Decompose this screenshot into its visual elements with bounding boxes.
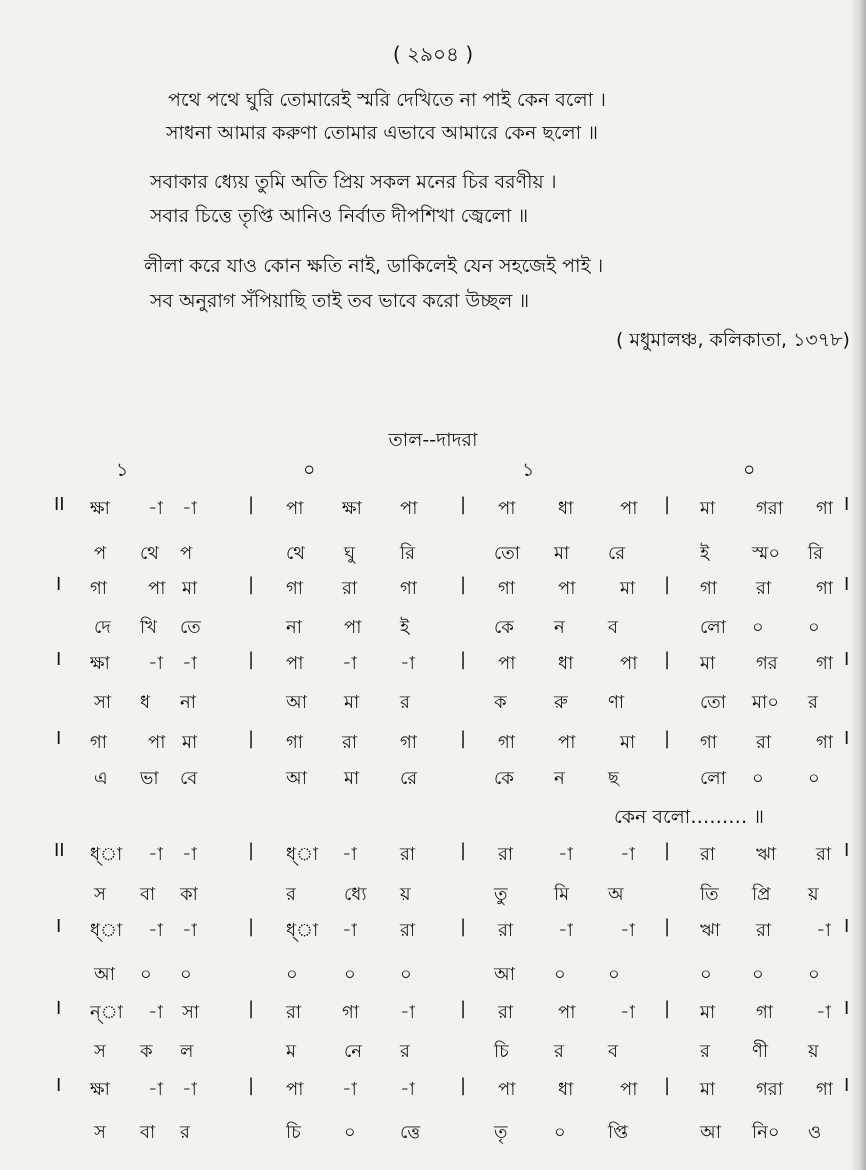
lyric-row	[0, 960, 866, 996]
lyric-syllable: ০	[808, 964, 820, 985]
swara-note: ধা	[558, 653, 574, 674]
swara-note: -া	[148, 653, 163, 674]
lyric-syllable: খি	[140, 617, 157, 638]
swara-note: ঋা	[756, 844, 777, 865]
swara-note: পা	[498, 653, 516, 674]
lyric-syllable: বে	[180, 768, 198, 789]
lyric-syllable: র	[400, 692, 410, 713]
swara-note: -া	[342, 920, 357, 941]
swara-note: গা	[400, 732, 418, 753]
swara-note: ক্ষা	[90, 653, 110, 674]
lyric-syllable: লো	[700, 768, 726, 789]
lyric-syllable: য়	[400, 884, 411, 905]
start-barline: I	[56, 574, 62, 595]
lyric-syllable: ত্তে	[400, 1122, 421, 1143]
lyric-row	[0, 688, 866, 724]
swara-note: মা	[700, 1079, 716, 1100]
lyric-syllable: ০	[344, 1122, 356, 1143]
beat-mark-4: ০	[743, 459, 756, 481]
poem-line-1: পথে পথে ঘুরি তোমারেই স্মরি দেখিতে না পাই কেন বলো ।	[168, 89, 606, 111]
swara-note: সা	[182, 1002, 200, 1023]
lyric-syllable: নি০	[752, 1122, 780, 1143]
vibhag-separator: |	[460, 840, 467, 861]
lyric-syllable: রু	[554, 692, 568, 713]
lyric-row	[0, 613, 866, 649]
swara-note: পা	[148, 732, 166, 753]
swara-note: রা	[498, 1002, 514, 1023]
lyric-syllable: রি	[808, 543, 824, 564]
vibhag-separator: |	[460, 649, 467, 670]
lyric-syllable: প	[180, 543, 193, 564]
swara-note: রা	[342, 732, 358, 753]
lyric-syllable: ম	[286, 1041, 296, 1062]
lyric-syllable: মা	[344, 768, 360, 789]
swara-note: গা	[816, 1079, 834, 1100]
lyric-syllable: তু	[494, 884, 508, 905]
vibhag-separator: |	[664, 1075, 671, 1096]
lyric-syllable: পা	[344, 617, 362, 638]
lyric-syllable: ০	[554, 1122, 566, 1143]
swara-note: গা	[498, 578, 516, 599]
swara-note: গা	[286, 578, 304, 599]
swara-note: পা	[286, 653, 304, 674]
lyric-syllable: ০	[700, 964, 712, 985]
swara-note: রা	[756, 578, 772, 599]
swara-note: পা	[286, 1079, 304, 1100]
vibhag-separator: |	[460, 728, 467, 749]
start-barline: I	[56, 728, 62, 749]
swara-note: -া	[148, 498, 163, 519]
beat-mark-1: ১	[116, 459, 129, 481]
swara-note: -া	[182, 653, 197, 674]
lyric-syllable: ০	[752, 768, 764, 789]
vibhag-separator: |	[664, 494, 671, 515]
swara-note: -া	[620, 844, 635, 865]
lyric-syllable: ০	[140, 964, 152, 985]
swara-note: -া	[816, 920, 831, 941]
swara-note: গর	[756, 653, 778, 674]
lyric-syllable: সা	[94, 692, 112, 713]
swara-note: -া	[182, 844, 197, 865]
lyric-syllable: ন	[554, 617, 565, 638]
swara-note: ক্ষা	[90, 1079, 110, 1100]
swara-note: গা	[400, 578, 418, 599]
vibhag-separator: |	[664, 574, 671, 595]
swara-note: -া	[182, 920, 197, 941]
vibhag-separator: |	[460, 916, 467, 937]
lyric-syllable: এ	[94, 768, 108, 789]
lyric-syllable: আ	[494, 964, 515, 985]
end-barline: I	[844, 998, 850, 1019]
lyric-syllable: প্রি	[752, 884, 771, 905]
swara-note: রা	[816, 844, 832, 865]
swara-note: গা	[700, 732, 718, 753]
start-barline: I	[56, 1075, 62, 1096]
swara-note: রা	[700, 844, 716, 865]
swara-row	[0, 728, 866, 764]
end-barline: I	[844, 728, 850, 749]
swara-note: মা	[620, 578, 636, 599]
source-citation: ( মধুমালঞ্চ, কলিকাতা, ১৩৭৮)	[616, 329, 850, 351]
swara-note: পা	[400, 498, 418, 519]
swara-row	[0, 1075, 866, 1111]
lyric-syllable: ০	[554, 964, 566, 985]
lyric-syllable: তে	[180, 617, 201, 638]
start-barline: II	[54, 494, 65, 515]
vibhag-separator: |	[460, 494, 467, 515]
swara-note: রা	[756, 732, 772, 753]
swara-note: -া	[620, 1002, 635, 1023]
lyric-syllable: স্ম০	[752, 543, 781, 564]
lyric-syllable: ধ্যে	[344, 884, 367, 905]
lyric-syllable: না	[286, 617, 302, 638]
vibhag-separator: |	[248, 998, 255, 1019]
lyric-syllable: ক	[140, 1041, 153, 1062]
lyric-syllable: তো	[494, 543, 521, 564]
vibhag-separator: |	[248, 728, 255, 749]
swara-note: -া	[558, 920, 573, 941]
swara-note: পা	[558, 1002, 576, 1023]
swara-note: পা	[558, 578, 576, 599]
swara-note: পা	[498, 1079, 516, 1100]
lyric-syllable: আ	[94, 964, 115, 985]
lyric-syllable: ০	[400, 964, 412, 985]
swara-note: মা	[620, 732, 636, 753]
swara-note: মা	[182, 578, 198, 599]
swara-row	[0, 998, 866, 1034]
swara-note: গরা	[756, 498, 783, 519]
swara-note: গা	[816, 578, 834, 599]
lyric-syllable: ০	[752, 964, 764, 985]
swara-note: ধ্া	[90, 920, 123, 941]
swara-note: পা	[498, 498, 516, 519]
swara-note: -া	[342, 653, 357, 674]
swara-note: মা	[182, 732, 198, 753]
lyric-syllable: লো	[700, 617, 726, 638]
swara-note: রা	[756, 920, 772, 941]
lyric-syllable: চি	[494, 1041, 509, 1062]
lyric-syllable: চি	[286, 1122, 301, 1143]
swara-note: রা	[498, 920, 514, 941]
lyric-syllable: ০	[808, 617, 820, 638]
lyric-syllable: বা	[140, 1122, 156, 1143]
lyric-syllable: প	[94, 543, 107, 564]
swara-row	[0, 494, 866, 530]
vibhag-separator: |	[664, 728, 671, 749]
start-barline: I	[56, 916, 62, 937]
lyric-syllable: আ	[286, 692, 307, 713]
swara-row	[0, 649, 866, 685]
swara-note: রা	[342, 578, 358, 599]
swara-note: -া	[620, 920, 635, 941]
lyric-syllable: প্তি	[608, 1122, 628, 1143]
lyric-syllable: কে	[494, 617, 514, 638]
poem-line-4: সবার চিত্তে তৃপ্তি আনিও নির্বাত দীপশিখা জ্বেলো ॥	[150, 205, 529, 227]
swara-note: -া	[148, 844, 163, 865]
swara-note: পা	[620, 498, 638, 519]
beat-mark-2: ০	[303, 459, 316, 481]
lyric-row	[0, 1037, 866, 1073]
lyric-syllable: রি	[400, 543, 416, 564]
lyric-syllable: তো	[700, 692, 727, 713]
swara-note: গা	[90, 578, 108, 599]
swara-note: রা	[498, 844, 514, 865]
vibhag-separator: |	[664, 840, 671, 861]
swara-note: ধ্া	[90, 844, 123, 865]
end-barline: I	[844, 916, 850, 937]
lyric-syllable: ল	[180, 1041, 194, 1062]
swara-note: -া	[148, 920, 163, 941]
poem-line-6: সব অনুরাগ সঁপিয়াছি তাই তব ভাবে করো উচ্ছল ॥	[150, 290, 530, 312]
lyric-syllable: মা	[554, 543, 570, 564]
lyric-syllable: ব	[608, 1041, 619, 1062]
swara-note: ধ্া	[286, 920, 319, 941]
vibhag-separator: |	[664, 916, 671, 937]
swara-note: পা	[558, 732, 576, 753]
swara-note: পা	[286, 498, 304, 519]
lyric-syllable: র	[286, 884, 296, 905]
lyric-syllable: র	[700, 1041, 710, 1062]
lyric-syllable: ধ	[140, 692, 151, 713]
lyric-syllable: তি	[700, 884, 719, 905]
swara-note: রা	[400, 920, 416, 941]
swara-row	[0, 916, 866, 952]
swara-note: ধা	[558, 498, 574, 519]
lyric-syllable: রে	[400, 768, 418, 789]
lyric-syllable: র	[554, 1041, 564, 1062]
beat-mark-3: ১	[522, 459, 535, 481]
swara-note: ক্ষা	[90, 498, 110, 519]
swara-note: -া	[400, 1079, 415, 1100]
refrain-cue: কেন বলো……… ॥	[614, 806, 765, 828]
swara-note: রা	[400, 844, 416, 865]
lyric-syllable: ০	[808, 768, 820, 789]
swara-row	[0, 840, 866, 876]
lyric-syllable: থে	[140, 543, 159, 564]
vibhag-separator: |	[248, 1075, 255, 1096]
swara-note: -া	[816, 1002, 831, 1023]
swara-note: গা	[816, 653, 834, 674]
lyric-syllable: মি	[554, 884, 570, 905]
page-number: ( ২৯০৪ )	[392, 42, 474, 66]
lyric-syllable: ০	[608, 964, 620, 985]
swara-note: পা	[620, 653, 638, 674]
swara-note: রা	[286, 1002, 302, 1023]
swara-note: -া	[148, 1002, 163, 1023]
lyric-row	[0, 764, 866, 800]
swara-note: ন্া	[90, 1002, 123, 1023]
swara-note: গা	[816, 732, 834, 753]
vibhag-separator: |	[248, 840, 255, 861]
vibhag-separator: |	[248, 494, 255, 515]
vibhag-separator: |	[460, 998, 467, 1019]
swara-note: -া	[342, 844, 357, 865]
swara-note: মা	[700, 498, 716, 519]
lyric-syllable: আ	[286, 768, 307, 789]
lyric-syllable: র	[180, 1122, 190, 1143]
lyric-syllable: অ	[608, 884, 624, 905]
swara-note: ঋা	[700, 920, 721, 941]
lyric-syllable: না	[180, 692, 196, 713]
lyric-syllable: কা	[180, 884, 198, 905]
poem-line-5: লীলা করে যাও কোন ক্ষতি নাই, ডাকিলেই যেন সহজেই পাই ।	[144, 255, 604, 277]
lyric-row	[0, 1118, 866, 1154]
lyric-syllable: র	[808, 692, 818, 713]
lyric-syllable: ণী	[752, 1041, 769, 1062]
end-barline: I	[844, 1075, 850, 1096]
vibhag-separator: |	[248, 649, 255, 670]
swara-note: ধা	[558, 1079, 574, 1100]
end-barline: I	[844, 840, 850, 861]
lyric-syllable: ণা	[608, 692, 625, 713]
vibhag-separator: |	[460, 574, 467, 595]
lyric-syllable: স	[94, 1122, 106, 1143]
lyric-syllable: ই	[700, 543, 710, 564]
lyric-syllable: ও	[808, 1122, 822, 1143]
lyric-syllable: স	[94, 1041, 106, 1062]
poem-line-2: সাধনা আমার করুণা তোমার এভাবে আমারে কেন ছলো ॥	[166, 122, 598, 144]
lyric-syllable: মা	[344, 692, 360, 713]
lyric-syllable: ব	[608, 617, 619, 638]
lyric-syllable: ক	[494, 692, 507, 713]
swara-note: গা	[498, 732, 516, 753]
swara-note: -া	[148, 1079, 163, 1100]
start-barline: I	[56, 998, 62, 1019]
lyric-syllable: ভা	[140, 768, 159, 789]
end-barline: I	[844, 649, 850, 670]
swara-row	[0, 574, 866, 610]
lyric-syllable: য়	[808, 884, 819, 905]
lyric-row	[0, 539, 866, 575]
lyric-syllable: ঘু	[344, 543, 356, 564]
lyric-syllable: মা০	[752, 692, 779, 713]
lyric-syllable: আ	[700, 1122, 721, 1143]
swara-note: গা	[286, 732, 304, 753]
swara-note: গা	[756, 1002, 774, 1023]
lyric-syllable: ০	[180, 964, 192, 985]
lyric-syllable: ০	[344, 964, 356, 985]
swara-note: পা	[620, 1079, 638, 1100]
swara-note: গা	[816, 498, 834, 519]
lyric-syllable: য়	[808, 1041, 819, 1062]
swara-note: মা	[700, 1002, 716, 1023]
swara-note: -া	[400, 1002, 415, 1023]
lyric-syllable: নে	[344, 1041, 363, 1062]
lyric-syllable: ০	[286, 964, 298, 985]
lyric-syllable: ই	[400, 617, 410, 638]
lyric-syllable: থে	[286, 543, 305, 564]
end-barline: I	[844, 494, 850, 515]
swara-note: -া	[342, 1079, 357, 1100]
swara-note: -া	[558, 844, 573, 865]
lyric-syllable: বা	[140, 884, 156, 905]
end-barline: I	[844, 574, 850, 595]
swara-note: ক্ষা	[342, 498, 362, 519]
lyric-syllable: ছ	[608, 768, 619, 789]
swara-note: ধ্া	[286, 844, 319, 865]
swara-note: -া	[182, 1079, 197, 1100]
swara-note: গা	[90, 732, 108, 753]
tala-heading: তাল--দাদরা	[388, 429, 478, 451]
swara-note: গরা	[756, 1079, 783, 1100]
vibhag-separator: |	[460, 1075, 467, 1096]
lyric-syllable: স	[94, 884, 106, 905]
swara-note: -া	[182, 498, 197, 519]
start-barline: II	[54, 840, 65, 861]
poem-line-3: সবাকার ধ্যেয় তুমি অতি প্রিয় সকল মনের চির বরণীয় ।	[150, 171, 557, 193]
swara-note: মা	[700, 653, 716, 674]
vibhag-separator: |	[664, 998, 671, 1019]
swara-note: গা	[700, 578, 718, 599]
lyric-syllable: কে	[494, 768, 514, 789]
vibhag-separator: |	[248, 574, 255, 595]
lyric-syllable: ০	[752, 617, 764, 638]
lyric-syllable: দে	[94, 617, 111, 638]
vibhag-separator: |	[664, 649, 671, 670]
swara-note: গা	[342, 1002, 360, 1023]
lyric-syllable: তৃ	[494, 1122, 508, 1143]
swara-note: -া	[400, 653, 415, 674]
lyric-syllable: ন	[554, 768, 565, 789]
lyric-syllable: র	[400, 1041, 410, 1062]
vibhag-separator: |	[248, 916, 255, 937]
lyric-row	[0, 880, 866, 916]
lyric-syllable: রে	[608, 543, 626, 564]
start-barline: I	[56, 649, 62, 670]
swara-note: পা	[148, 578, 166, 599]
